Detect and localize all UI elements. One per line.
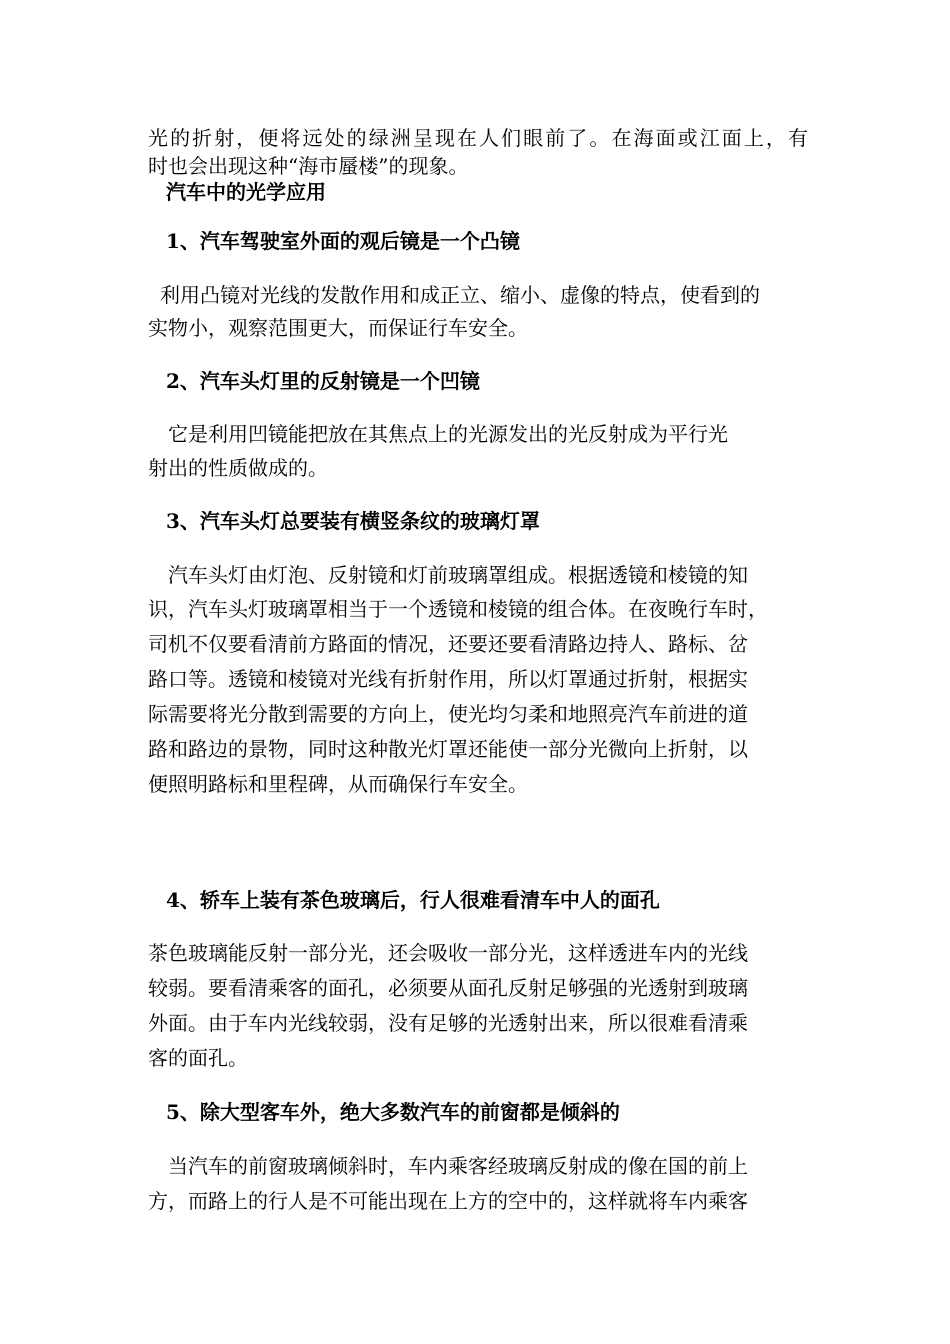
paragraph-line: 利用凸镜对光线的发散作用和成正立、缩小、虚像的特点，使看到的	[160, 283, 760, 307]
paragraph-line: 际需要将光分散到需要的方向上，使光均匀柔和地照亮汽车前进的道	[148, 702, 748, 726]
paragraph-line: 司机不仅要看清前方路面的情况，还要还要看清路边持人、路标、岔	[148, 632, 748, 656]
paragraph-line: 便照明路标和里程碑，从而确保行车安全。	[148, 772, 528, 796]
paragraph-line: 实物小，观察范围更大，而保证行车安全。	[148, 316, 528, 340]
paragraph-line: 时也会出现这种“海市蜃楼”的现象。	[148, 154, 469, 178]
item-heading: 3、汽车头灯总要装有横竖条纹的玻璃灯罩	[166, 509, 540, 533]
paragraph-line: 识，汽车头灯玻璃罩相当于一个透镜和棱镜的组合体。在夜晚行车时，	[148, 597, 768, 621]
paragraph-line: 外面。由于车内光线较弱，没有足够的光透射出来，所以很难看清乘	[148, 1011, 748, 1035]
paragraph-line: 当汽车的前窗玻璃倾斜时，车内乘客经玻璃反射成的像在国的前上	[168, 1154, 748, 1178]
paragraph-line: 它是利用凹镜能把放在其焦点上的光源发出的光反射成为平行光	[168, 422, 728, 446]
item-heading: 5、除大型客车外，绝大多数汽车的前窗都是倾斜的	[166, 1100, 620, 1124]
paragraph-line: 较弱。要看清乘客的面孔，必须要从面孔反射足够强的光透射到玻璃	[148, 976, 748, 1000]
item-heading: 1、汽车驾驶室外面的观后镜是一个凸镜	[166, 229, 520, 253]
paragraph-line: 汽车头灯由灯泡、反射镜和灯前玻璃罩组成。根据透镜和棱镜的知	[168, 563, 748, 587]
paragraph-line: 路口等。透镜和棱镜对光线有折射作用，所以灯罩通过折射，根据实	[148, 667, 748, 691]
paragraph-line: 方，而路上的行人是不可能出现在上方的空中的，这样就将车内乘客	[148, 1189, 748, 1213]
paragraph-line: 射出的性质做成的。	[148, 456, 328, 480]
section-title: 汽车中的光学应用	[166, 180, 326, 204]
item-heading: 2、汽车头灯里的反射镜是一个凹镜	[166, 369, 480, 393]
item-heading: 4、轿车上装有茶色玻璃后，行人很难看清车中人的面孔	[166, 888, 660, 912]
paragraph-line: 茶色玻璃能反射一部分光，还会吸收一部分光，这样透进车内的光线	[148, 941, 748, 965]
paragraph-line: 客的面孔。	[148, 1046, 248, 1070]
paragraph-line: 路和路边的景物，同时这种散光灯罩还能使一部分光微向上折射，以	[148, 737, 748, 761]
paragraph-line: 光的折射，便将远处的绿洲呈现在人们眼前了。在海面或江面上，有	[148, 126, 808, 150]
